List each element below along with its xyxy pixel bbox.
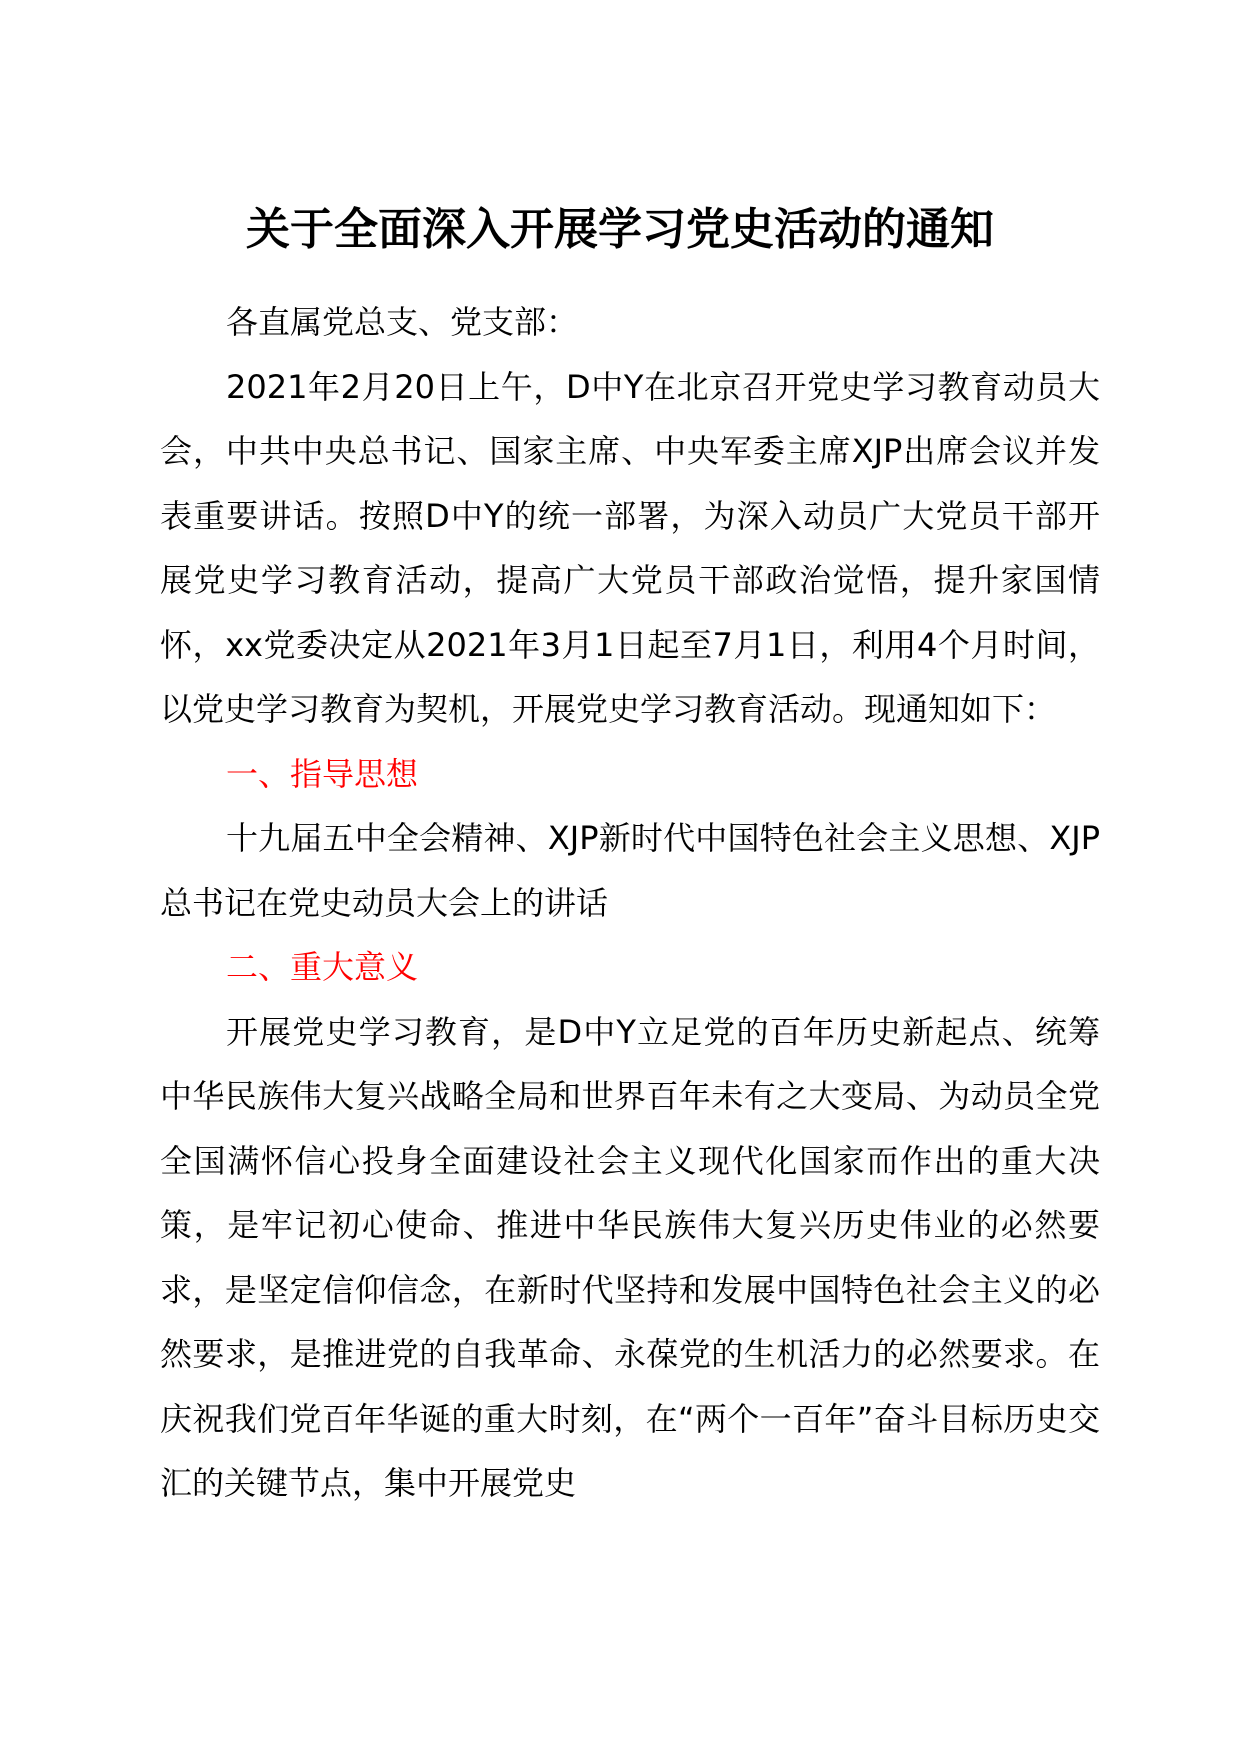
document-body	[160, 290, 1100, 1516]
intro-paragraph: 2021年2月20日上午，D中Y在北京召开党史学习教育动员大会，中共中央总书记、国家主席、中央军委主席XJP出席会议并发表重要讲话。按照D中Y的统一部署，为深入动员广大党员干部开展党史学习教育活动，提高广大党员干部政治觉悟，提升家国情怀，xx党委决定从2021年3月1日起至7月1日，利用4个月时间，以党史学习教育为契机，开展党史学习教育活动。现通知如下：	[160, 367, 1100, 728]
section-body-significance: 开展党史学习教育，是D中Y立足党的百年历史新起点、统筹中华民族伟大复兴战略全局和世界百年未有之大变局、为动员全党全国满怀信心投身全面建设社会主义现代化国家而作出的重大决策，是牢记初心使命、推进中华民族伟大复兴历史伟业的必然要求，是坚定信仰信念，在新时代坚持和发展中国特色社会主义的必然要求，是推进党的自我革命、永葆党的生机活力的必然要求。在庆祝我们党百年华诞的重大时刻，在“两个一百年”奋斗目标历史交汇的关键节点，集中开展党史	[160, 1012, 1100, 1502]
section-heading-significance: 二、重大意义	[226, 948, 419, 986]
document-title: 关于全面深入开展学习党史活动的通知	[246, 204, 994, 255]
section-heading-guiding-ideology: 一、指导思想	[226, 754, 419, 793]
section-body-guiding-ideology: 十九届五中全会精神、XJP新时代中国特色社会主义思想、XJP总书记在党史动员大会上的讲话	[160, 819, 1100, 922]
salutation: 各直属党总支、党支部：	[226, 303, 579, 341]
